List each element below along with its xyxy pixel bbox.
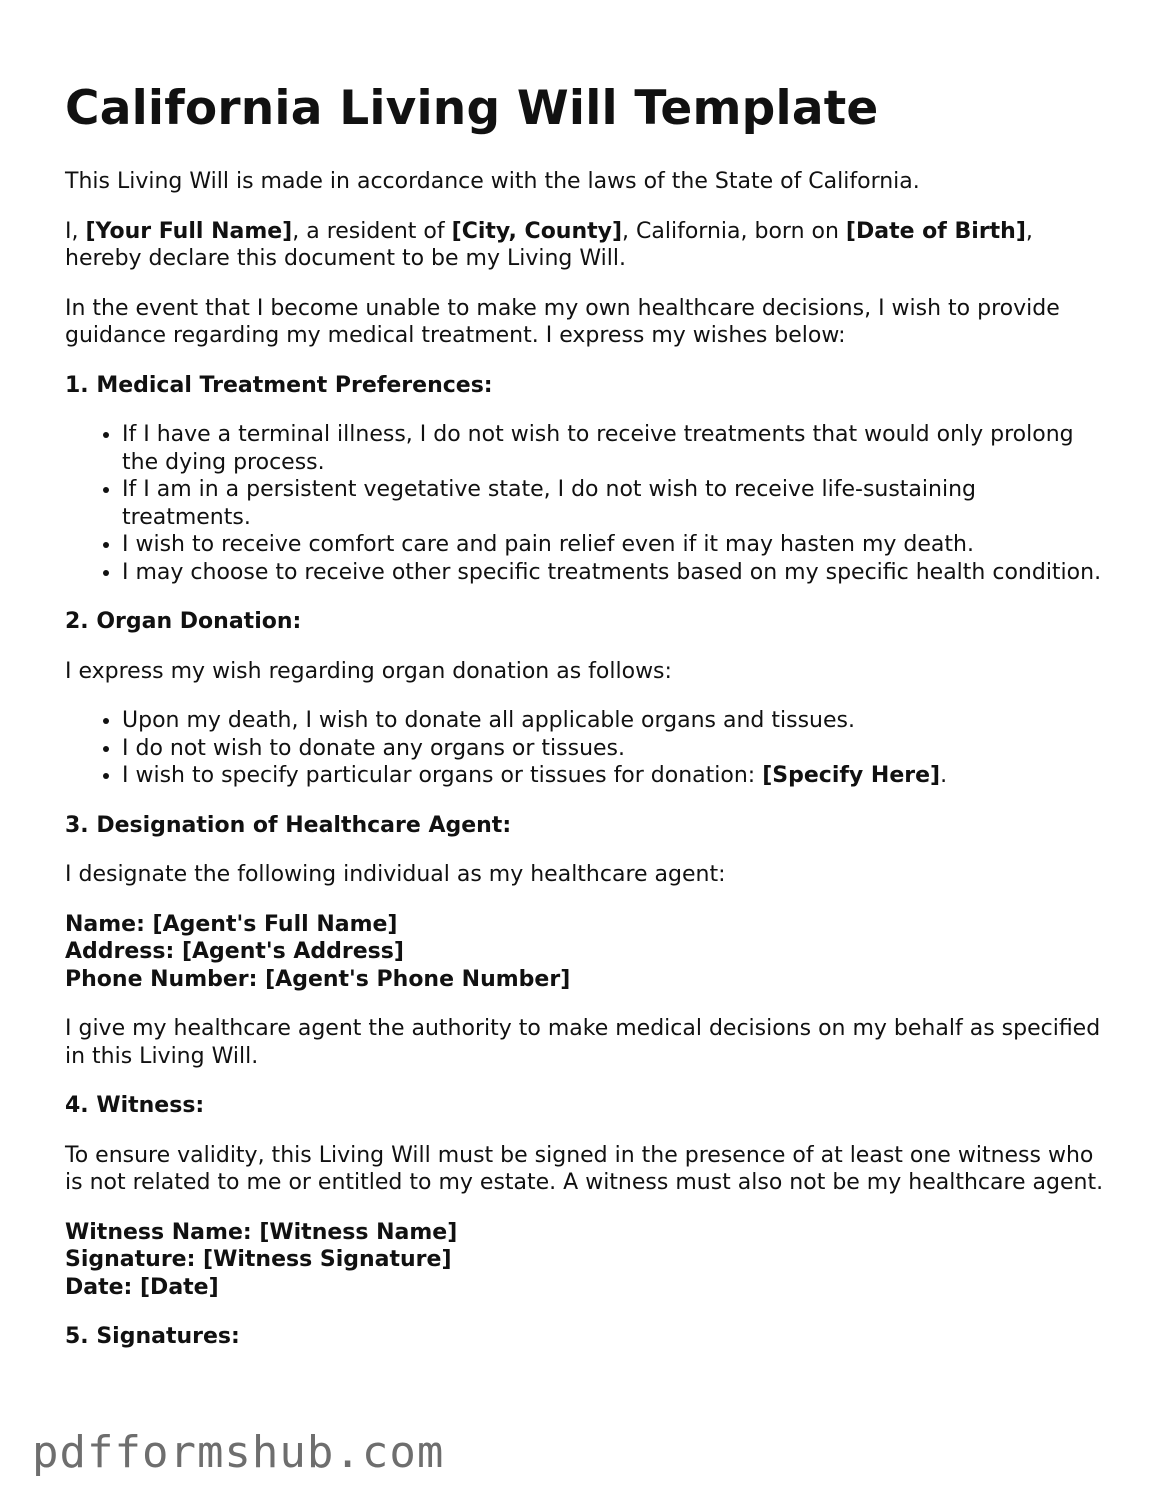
specify-organs-text: I wish to specify particular organs or tissues for donation: [122,763,763,788]
declaration-paragraph [65,218,1105,273]
agent-authority: I give my healthcare agent the authority to make medical decisions on my behalf as specified in this Living Will. [65,1016,1101,1069]
guidance-paragraph: In the event that I become unable to make my own healthcare decisions, I wish to provide guidance regarding my medical treatment. I express my wishes below: [65,295,1060,348]
section-1-heading: 1. Medical Treatment Preferences: [65,372,493,398]
agent-name: Name: [Agent's Full Name] [65,911,398,937]
agent-intro: I designate the following individual as my healthcare agent: [65,862,726,887]
declaration-text-1: I, [65,218,86,244]
declaration-text-4: , hereby declare this document to be my Living Will. [65,218,1033,271]
section-3-heading: 3. Designation of Healthcare Agent: [65,812,512,838]
witness-date: Date: [Date] [65,1274,219,1300]
treatment-preferences-list [65,421,1105,586]
organ-donation-list [65,707,1105,790]
document-page [65,80,1105,1373]
witness-name: Witness Name: [Witness Name] [65,1219,458,1245]
section-5-heading: 5. Signatures: [65,1324,240,1349]
witness-requirements: To ensure validity, this Living Will must be signed in the presence of at least one witness who is not related to me or entitled to my estate. A witness must also not be my healthcare agent. [65,1142,1104,1195]
agent-address: Address: [Agent's Address] [65,939,404,964]
specify-organs-end: . [940,763,948,788]
list-item: • I may choose to receive other specific treatments based on my specific health condition. [122,559,1105,587]
specify-here-placeholder: [Specify Here] [762,763,941,788]
section-2-heading: 2. Organ Donation: [65,609,302,634]
city-county-placeholder: [City, County] [451,218,623,244]
witness-details [65,1219,1105,1302]
list-item: • If I have a terminal illness, I do not wish to receive treatments that would only prolong the dying process. [122,421,1105,476]
watermark-text: pdfformshub.com [32,1427,445,1478]
full-name-placeholder: [Your Full Name] [85,218,293,244]
intro-paragraph: This Living Will is made in accordance with the laws of the State of California. [65,169,920,194]
document-title: California Living Will Template [65,81,879,136]
date-of-birth-placeholder: [Date of Birth] [845,218,1026,244]
list-item: • If I am in a persistent vegetative state, I do not wish to receive life-sustaining treatments. [122,476,1105,531]
declaration-text-3: , California, born on [622,218,846,244]
witness-signature: Signature: [Witness Signature] [65,1247,452,1272]
list-item: • Upon my death, I wish to donate all applicable organs and tissues. [122,707,1105,735]
declaration-text-2: , a resident of [292,218,452,244]
agent-details [65,911,1105,994]
organ-donation-intro: I express my wish regarding organ donation as follows: [65,658,672,684]
list-item [122,762,1105,790]
list-item: • I wish to receive comfort care and pain relief even if it may hasten my death. [122,531,1105,559]
section-4-heading: 4. Witness: [65,1093,205,1118]
list-item: • I do not wish to donate any organs or tissues. [122,735,1105,763]
agent-phone: Phone Number: [Agent's Phone Number] [65,966,571,992]
